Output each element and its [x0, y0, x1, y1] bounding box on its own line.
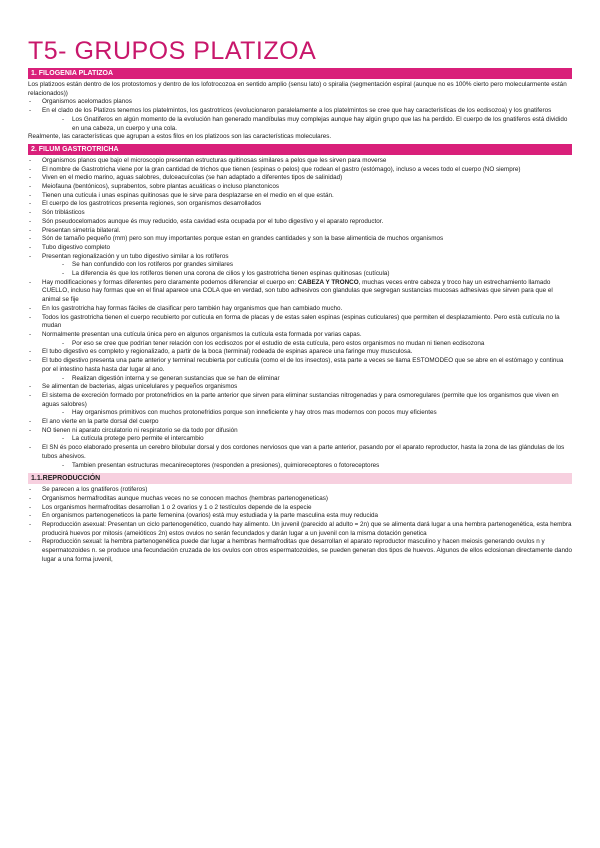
bullet-list — [28, 486, 572, 564]
sub-list-item: - Por eso se cree que podrían tener relación con los ecdisozos por el estudio de esta cutícula, pero estos organismos no mudan ni tienen ecdisozona — [28, 340, 572, 349]
list-item: - Tubo digestivo completo — [28, 244, 572, 253]
sub-list-item: - Hay organismos primitivos con muchos protonefridios porque son inneficiente y hay otros mas modernos con pocos muy eficientes — [28, 409, 572, 418]
list-item: - El tubo digestivo es completo y regionalizado, a partir de la boca (terminal) rodeada de espinas aparece una faringe muy musculosa. — [28, 348, 572, 357]
list-item: - Presentan regionalización y un tubo digestivo similar a los rotíferos — [28, 253, 572, 262]
list-item: - El ano vierte en la parte dorsal del cuerpo — [28, 418, 572, 427]
list-item: - El tubo digestivo presenta una parte anterior y terminal recubierta por cutícula (como el de los insectos), esta parte a veces se llama ESTOMODEO que se abre en el estómago y continua por el intestino hasta hasta dar lugar al ano. — [28, 357, 572, 374]
subsection-heading: 1.1.REPRODUCCIÓN — [28, 473, 572, 484]
paragraph: Los platizoos están dentro de los protostomos y dentro de los lofotrocozoa en sentido amplio (sensu lato) o spiralia (segmentación espiral (aunque no es 100% cierto pero molecularmente están relacionados)) — [28, 81, 567, 97]
document-page — [28, 36, 572, 565]
list-item: - Hay modificaciones y formas diferentes pero claramente podemos diferenciar el cuerpo en: CABEZA Y TRONCO, muchas veces entre cabeza y troco hay un estrechamiento llamado CUELLO, incluso hay formas que en el final aparece una COLA que en verdad, son tubo adhesivos con glandulas que segregan sustancias mucosas adhesivas que sirven para que el animal se fije — [28, 279, 572, 305]
list-item: - En los gastrotricha hay formas fáciles de clasificar pero también hay organismos que han cambiado mucho. — [28, 305, 572, 314]
list-item: - Organismos acelomados planos — [28, 98, 572, 107]
list-item: - Organismos planos que bajo el microscopio presentan estructuras quitinosas similares a pelos que les sirven para moverse — [28, 157, 572, 166]
sub-list-item: - La cutícula protege pero permite el intercambio — [28, 435, 572, 444]
list-item: - Tienen una cutícula i unas espinas quitinosas que le sirve para desplazarse en el medio en el que están. — [28, 192, 572, 201]
list-item: - El nombre de Gastrotricha viene por la gran cantidad de trichos que tienen (espinas o pelos) que rodean el gastro (estómago), incluso a veces todo el cuerpo (NO siempre) — [28, 166, 572, 175]
paragraph: Realmente, las características que agrupan a estos filos en los platizoos son las características moleculares. — [28, 133, 332, 141]
list-item: - Són triblásticos — [28, 209, 572, 218]
bullet-list — [28, 157, 572, 470]
list-item: - En organismos partenogeneticos la parte femenina (ovarios) està muy estudiada y la parte masculina esta muy reducida — [28, 512, 572, 521]
list-item: - Los organismos hermafroditas desarrollan 1 o 2 ovarios y 1 o 2 testículos depende de la especie — [28, 504, 572, 513]
list-item: - Organismos hermafroditas aunque muchas veces no se conocen machos (hembras partenogeneticas) — [28, 495, 572, 504]
list-item: - Todos los gastrotricha tienen el cuerpo recubierto por cutícula en forma de placas y de estas salen espinas (espinas cuticulares) que permiten el desplazamiento. Pero està cutícula no la mudan — [28, 314, 572, 331]
sub-list-item: - Realizan digestión interna y se generan sustancias que se han de eliminar — [28, 375, 572, 384]
sub-list-item: - Tambien presentan estructuras mecanireceptores (responden a presiones), quimioreceptores o fotoreceptores — [28, 462, 572, 471]
section-heading: 1. FILOGENIA PLATIZOA — [28, 68, 572, 79]
list-item: - Se parecen a los gnatiferos (rotiferos) — [28, 486, 572, 495]
list-item: - En el clado de los Platizos tenemos los platelmintos, los gastrotricos (evolucionaron paralelamente a los platelmintos se cree que hay características de los ecdisozoa) y los gnatiferos — [28, 107, 572, 116]
list-item: - Viven en el medio marino, aguas salobres, dulceacuícolas (se han adaptado a diferentes tipos de salinidad) — [28, 174, 572, 183]
bullet-list — [28, 98, 572, 133]
list-item: - NO tienen ni aparato circulatorio ni respiratorio se da todo por difusión — [28, 427, 572, 436]
list-item: - Normalmente presentan una cutícula única pero en algunos organismos la cutícula esta formada por varias capas. — [28, 331, 572, 340]
section-heading: 2. FILUM GASTROTRICHA — [28, 144, 572, 155]
document-content — [28, 68, 572, 565]
list-item: - Reproducción sexual: la hembra partenogenética puede dar lugar a hembras hermafroditas que desarrollan el aparato reproductor masculino y hacen meiosis generando ovulos n y espermatozoides n. se produce una fecundación cruzada de los ovulos con otros espermatozoides, se pueden generan dos tipos de huevos. Algunos de ellos eclosionan directamente dando lugar a una forma juvenil, — [28, 538, 572, 564]
list-item: - Reproducción asexual: Presentan un ciclo partenogenético, cuando hay alimento. Un juvenil (parecido al adulto = 2n) que se alimenta dará lugar a una hembra partenogenética, esta hembra producirá huevos por mitosis (ameióticos 2n) estos ovulos no serán fecundados y darán lugar a un juvenil con la misma dotación genetica — [28, 521, 572, 538]
list-item: - Meiofauna (bentónicos), suprabentos, sobre plantas acuáticas o incluso planctonicos — [28, 183, 572, 192]
list-item: - El cuerpo de los gastrotricos presenta regiones, son organismos desarrollados — [28, 200, 572, 209]
list-item: - Se alimentan de bacterias, algas unicelulares y pequeños organismos — [28, 383, 572, 392]
list-item: - Presentan simetría bilateral. — [28, 227, 572, 236]
sub-list-item: - Los Gnatiferos en algún momento de la evolución han generado mandíbulas muy complejas aunque hay algún grupo que las ha perdido. El cuerpo de los gnatiferos está dividido en una cabeza, un cuerpo y una cola. — [28, 116, 572, 133]
sub-list-item: - La diferencia és que los rotíferos tienen una corona de cilios y los gastrotricha tienen espinas quitinosas (cutícula) — [28, 270, 572, 279]
sub-list-item: - Se han confundido con los rotíferos por grandes similares — [28, 261, 572, 270]
page-title: T5- GRUPOS PLATIZOA — [28, 37, 317, 65]
list-item: - Són de tamaño pequeño (mm) pero son muy importantes porque estan en grandes cantidades y son la base alimenticia de muchos organismos — [28, 235, 572, 244]
list-item: - El sistema de excreción formado por protonefridios en la parte anterior que sirven para eliminar sustancias nitrogenadas y para osmoregulares (permite que los organismos que viven en aguas salobres) — [28, 392, 572, 409]
list-item: - El SN és poco elaborado presenta un cerebro bilobular dorsal y dos cordones nerviosos que van a parte anterior, pasando por el aparato reproductor, hasta la zona de las glándulas de los tubos ahesivos. — [28, 444, 572, 461]
list-item: - Són pseudocelomados aunque és muy reducido, esta cavidad esta ocupada por el tubo digestivo y el aparato reproductor. — [28, 218, 572, 227]
